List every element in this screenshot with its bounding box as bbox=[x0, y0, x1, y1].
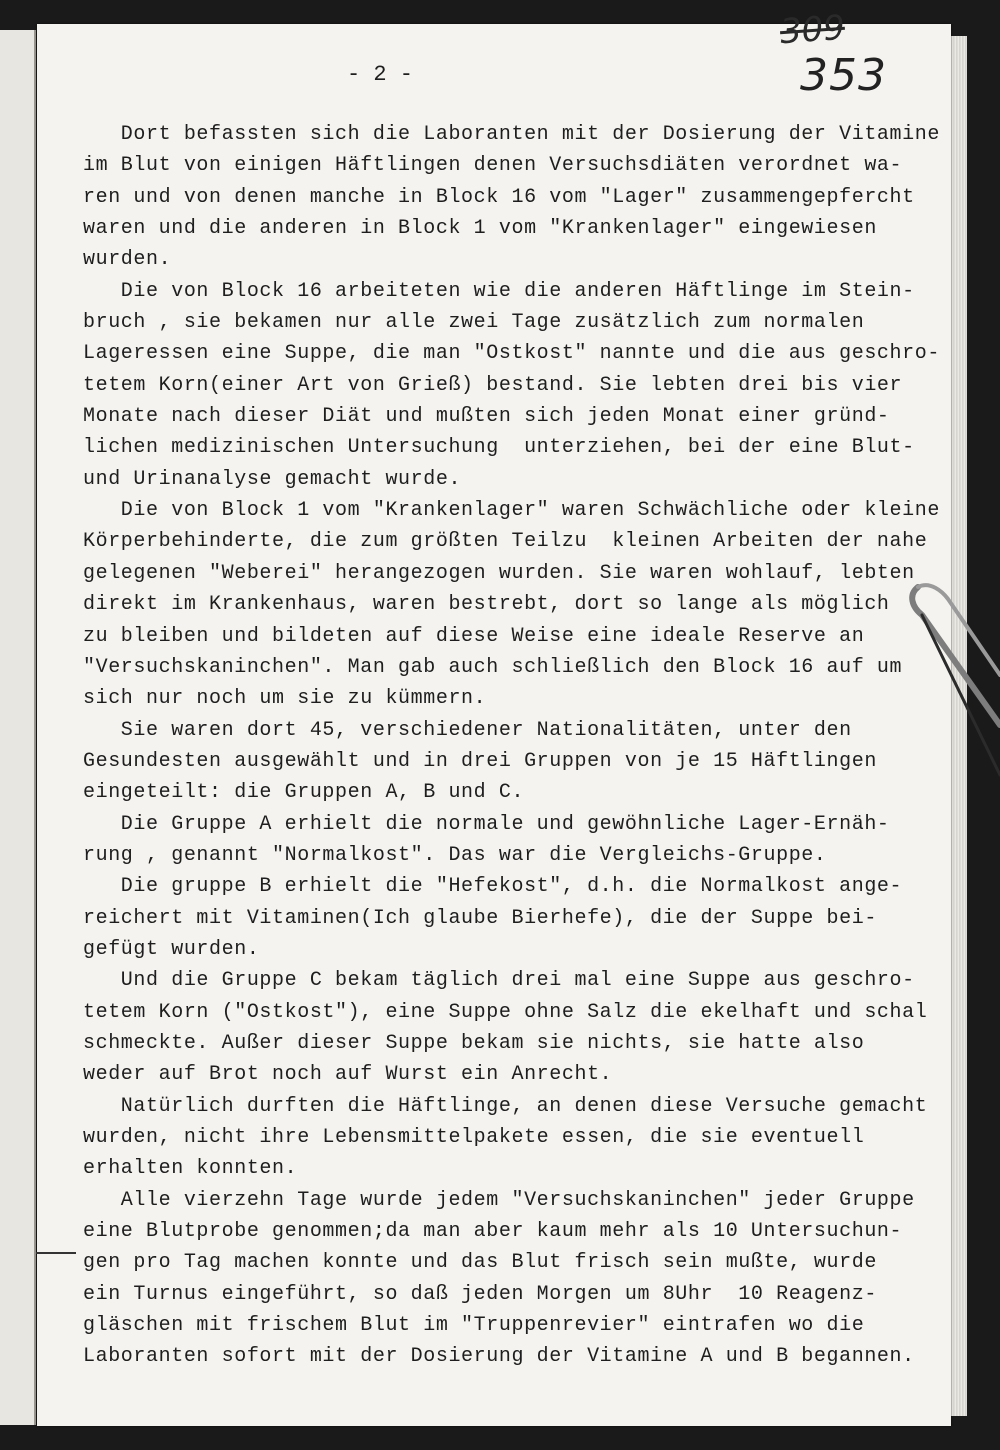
text-line: zu bleiben und bildeten auf diese Weise eine ideale Reserve an bbox=[83, 624, 865, 648]
text-line: im Blut von einigen Häftlingen denen Versuchsdiäten verordnet wa- bbox=[83, 154, 903, 178]
text-line: Monate nach dieser Diät und mußten sich jeden Monat einer gründ- bbox=[83, 405, 890, 429]
text-line: Die von Block 1 vom "Krankenlager" waren Schwächliche oder kleine bbox=[83, 499, 940, 523]
text-line: Alle vierzehn Tage wurde jedem "Versuchskaninchen" jeder Gruppe bbox=[83, 1188, 915, 1212]
text-line: sich nur noch um sie zu kümmern. bbox=[83, 687, 487, 711]
text-line: Und die Gruppe C bekam täglich drei mal eine Suppe aus geschro- bbox=[83, 969, 915, 993]
body-text bbox=[83, 119, 940, 1373]
text-line: bruch , sie bekamen nur alle zwei Tage zusätzlich zum normalen bbox=[83, 311, 865, 335]
text-line: "Versuchskaninchen". Man gab auch schließlich den Block 16 auf um bbox=[83, 655, 903, 679]
paper-clip-icon bbox=[900, 565, 1000, 795]
margin-mark bbox=[36, 1252, 76, 1254]
text-line: wurden. bbox=[83, 248, 172, 272]
document-page bbox=[37, 24, 951, 1426]
text-line: gläschen mit frischem Blut im "Truppenrevier" eintrafen wo die bbox=[83, 1314, 865, 1338]
text-line: direkt im Krankenhaus, waren bestrebt, dort so lange als möglich bbox=[83, 593, 890, 617]
text-line: lichen medizinischen Untersuchung unterziehen, bei der eine Blut- bbox=[83, 436, 915, 460]
text-line: rung , genannt "Normalkost". Das war die Vergleichs-Gruppe. bbox=[83, 843, 827, 867]
text-line: eine Blutprobe genommen;da man aber kaum mehr als 10 Untersuchun- bbox=[83, 1220, 903, 1244]
text-line: Laboranten sofort mit der Dosierung der Vitamine A und B begannen. bbox=[83, 1345, 915, 1369]
text-line: Sie waren dort 45, verschiedener Nationalitäten, unter den bbox=[83, 718, 852, 742]
facing-page-edge bbox=[0, 30, 36, 1425]
page-number: - 2 - bbox=[347, 62, 414, 87]
text-line: erhalten konnten. bbox=[83, 1157, 298, 1181]
text-line: waren und die anderen in Block 1 vom "Krankenlager" eingewiesen bbox=[83, 217, 877, 241]
text-line: Natürlich durften die Häftlinge, an denen diese Versuche gemacht bbox=[83, 1094, 928, 1118]
text-line: Die gruppe B erhielt die "Hefekost", d.h. die Normalkost ange- bbox=[83, 875, 903, 899]
text-line: und Urinanalyse gemacht wurde. bbox=[83, 467, 462, 491]
text-line: wurden, nicht ihre Lebensmittelpakete essen, die sie eventuell bbox=[83, 1126, 865, 1149]
text-line: schmeckte. Außer dieser Suppe bekam sie nichts, sie hatte also bbox=[83, 1031, 865, 1055]
text-line: gefügt wurden. bbox=[83, 937, 260, 961]
text-line: eingeteilt: die Gruppen A, B und C. bbox=[83, 781, 525, 805]
text-line: Körperbehinderte, die zum größten Teilzu kleinen Arbeiten der nahe bbox=[83, 530, 928, 554]
text-line: Gesundesten ausgewählt und in drei Gruppen von je 15 Häftlingen bbox=[83, 749, 877, 773]
text-line: gelegenen "Weberei" herangezogen wurden. Sie waren wohlauf, lebten bbox=[83, 561, 915, 585]
folio-number: 353 bbox=[800, 50, 887, 101]
text-line: weder auf Brot noch auf Wurst ein Anrecht. bbox=[83, 1063, 613, 1087]
text-line: tetem Korn ("Ostkost"), eine Suppe ohne Salz die ekelhaft und schal bbox=[83, 1000, 928, 1024]
text-line: reichert mit Vitaminen(Ich glaube Bierhefe), die der Suppe bei- bbox=[83, 906, 877, 930]
text-line: ren und von denen manche in Block 16 vom "Lager" zusammengepfercht bbox=[83, 185, 915, 209]
struck-folio-number: 309 bbox=[778, 7, 847, 53]
text-line: Lageressen eine Suppe, die man "Ostkost" nannte und die aus geschro- bbox=[83, 342, 940, 366]
text-line: Dort befassten sich die Laboranten mit der Dosierung der Vitamine bbox=[83, 123, 940, 146]
text-line: tetem Korn(einer Art von Grieß) bestand. Sie lebten drei bis vier bbox=[83, 373, 903, 397]
text-line: gen pro Tag machen konnte und das Blut frisch sein mußte, wurde bbox=[83, 1251, 877, 1275]
text-line: ein Turnus eingeführt, so daß jeden Morgen um 8Uhr 10 Reagenz- bbox=[83, 1282, 877, 1306]
text-line: Die Gruppe A erhielt die normale und gewöhnliche Lager-Ernäh- bbox=[83, 812, 890, 836]
text-line: Die von Block 16 arbeiteten wie die anderen Häftlinge im Stein- bbox=[83, 279, 915, 303]
